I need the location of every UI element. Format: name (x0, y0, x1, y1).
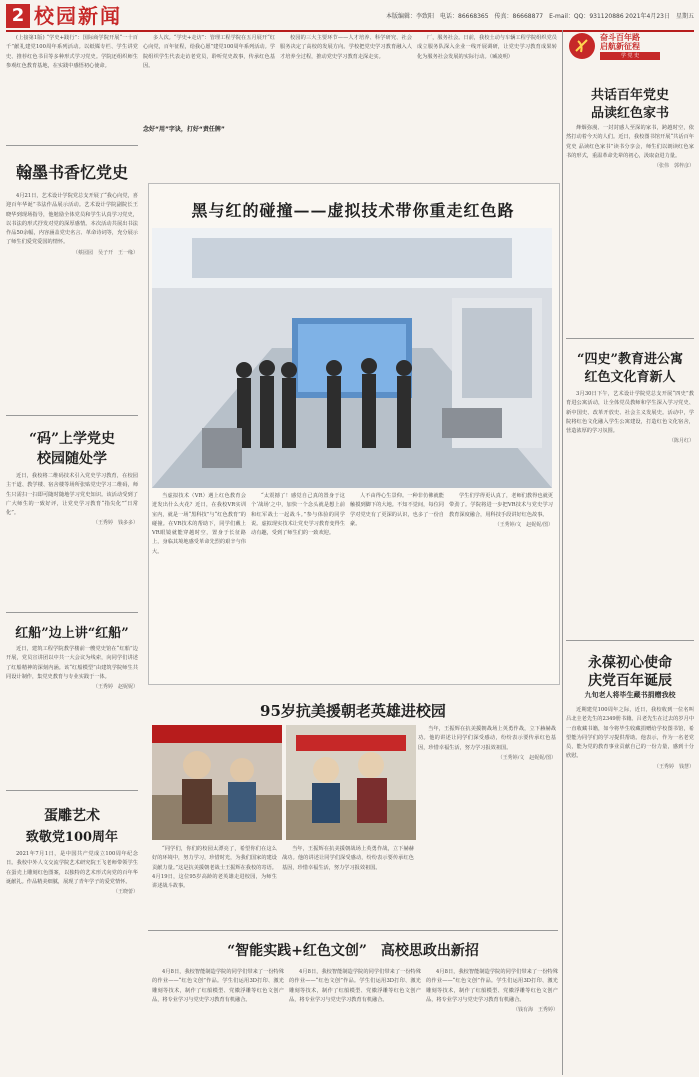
smart-text-3: 4月8日，我校智能制造学院的同学们带来了一份特殊的作业——“红色文创”作品。学生们运用3D打印、激光雕刻等技术，制作了红船模型、党徽浮雕等红色文创产品，将专业学习与党史学习教育有机融合。 （钱有海 王秀婷） (426, 969, 558, 1014)
headline-redboat: 红船”边上讲“红船” (15, 626, 129, 641)
vr-photo (152, 228, 552, 488)
headline-dorm-2: 红色文化育新人 (584, 370, 676, 385)
logo-line3: 学 党 史 (600, 52, 660, 60)
veteran-text-right: 当年，王振辉在抗美援朝战场上英勇作战，立下赫赫战功。他的讲述让同学们深受感动，纷纷表示要传承红色基因，珍惜幸福生活，努力学习报效祖国。 （王秀婷/文 赵妮妮/图） (418, 726, 556, 761)
subheadline-books: 九旬老人将毕生藏书捐赠我校 (584, 690, 676, 699)
headline-letters: 共话百年党史 (590, 88, 669, 103)
issue-date: 2021年4月23日 星期五 (625, 13, 694, 20)
section-title: 校园新闻 (34, 4, 122, 28)
headline-dorm: “四史”教育进公寓 (577, 352, 683, 367)
headline-eggcarving-2: 致敬党100周年 (25, 830, 119, 845)
headline-books-2: 庆党百年诞辰 (588, 673, 672, 689)
smart-text-1: 4月8日，我校智能制造学院的同学们带来了一份特殊的作业——“红色文创”作品。学生们运用3D打印、激光雕刻等技术，制作了红船模型、党徽浮雕等红色文创产品，将专业学习与党史学习教育有机融合。 (152, 969, 284, 1003)
headline-smart: “智能实践+红色文创” 高校思政出新招 (227, 943, 479, 959)
top-col-3: 校园的三大主要环节——人才培养、科学研究、社会服务决定了高校的发展方向。学校把党史学习教育融入人才培养全过程，推动党史学习教育走深走实。 (280, 35, 412, 60)
campaign-logo (568, 32, 692, 62)
logo-line2: 启航新征程 (600, 42, 640, 51)
top-col-2-tagline: 念好“用”字诀，打好“责任牌” (143, 126, 225, 133)
top-col-1: (上接第1版) “学史+践行”：国际商学院开展“一十百千”献礼建党100周年系列活动。以纸媒专栏、学生讲党史、推荐红色书目等多种形式学习党史。学院还组织师生参观红色教育基地，在实践中感悟初心使命。 (6, 35, 138, 69)
headline-eggcarving: 蛋雕艺术 (44, 808, 100, 824)
headline-veteran: 95岁抗美援朝老英雄进校园 (260, 702, 446, 720)
page-number: 2 (6, 4, 30, 28)
logo-line1: 奋斗百年路 (600, 33, 640, 42)
article-eggcarving: 2021年7月1日，是中国共产党成立100周年纪念日。我校中外人文交流学院艺术研究院王飞老师带领学生在蛋壳上雕刻红色图案，以独特的艺术形式向党的百年华诞献礼。作品精美细腻，展现了青年学子的爱党情怀。 （王晓蕾） (6, 851, 138, 896)
article-letters: 烽烟弥漫、一封封感人至深的家书，跨越时空，依然打动着今天的人们。近日，我校图书馆开展“共话百年党史 品读红色家书”读书分享会，师生们以朗读红色家书的形式，重温革命先辈的初心，汲取奋进力量。 （张伟 郭梓彦） (566, 125, 694, 170)
article-redboat: 近日，建筑工程学院教学楼前一艘党史馆在“红船”边开展，党员宣讲团以中共一大会议为线索，向同学们讲述了红船精神的深刻内涵。该“红船模型”由建筑学院师生共同设计制作，集党史教育与专业实践于一体。 （王秀婷 赵妮妮） (6, 646, 138, 691)
top-col-2: 多人次。“学史+走访”：管理工程学院在五月展开“红心向党，百年征程，给我心愿”建党100周年系列活动。学院组织学生代表走访老党员，聆听党史故事，传承红色基因。 (143, 35, 275, 69)
smart-text-2: 4月8日，我校智能制造学院的同学们带来了一份特殊的作业——“红色文创”作品。学生们运用3D打印、激光雕刻等技术，制作了红船模型、党徽浮雕等红色文创产品，将专业学习与党史学习教育有机融合。 (289, 969, 421, 1003)
veteran-text-1: “同学们，你们的校园太漂亮了，希望你们在这么好的环境中，努力学习，珍惜时光，为我们国家的建设贡献力量。”这是抗美援朝老战士王振辉在我校的寄语。4月19日，这位95岁高龄的老英雄走进校园，为师生讲述战斗故事。 (152, 846, 277, 890)
vr-text-4: 学生们学得更认真了，老师们教得也就更带劲了。学院将进一步把VR技术与党史学习教育深度融合，用科技手段讲好红色故事。 （王秀婷/文 赵妮妮/图） (449, 493, 553, 528)
headline-calligraphy: 翰墨书香忆党史 (15, 163, 128, 182)
vr-text-1: 当虚拟技术（VR）遇上红色教育会迸发出什么火花？近日，在我校VR实训室内，就是一场“黑科技”与“红色教育”的碰撞。在VR技术的帮助下，同学们戴上VR眼镜就能穿越时空，置身于长征路上，身临其境地感受革命先烈的艰辛与伟大。 (152, 493, 246, 555)
veteran-photo-2 (286, 725, 416, 840)
masthead (6, 4, 694, 32)
article-dorm: 3月30日下午，艺术设计学院党总支开展“四史”教育进公寓活动，让全体党员教师和学生深入学习党史、新中国史、改革开放史、社会主义发展史。活动中，学院将红色文化融入学生公寓建设，打造红色文化宿舍，营造浓厚的学习氛围。 （陈月红） (566, 391, 694, 445)
headline-books: 永葆初心使命 (588, 655, 672, 671)
vr-text-3: 人不由得心生景仰。一种非仿佛就能触摸到脚下的大地。不知不觉间，每位同学对党史有了更深的认识，也多了一份自豪。 (350, 493, 444, 527)
party-emblem-icon (568, 32, 596, 60)
article-calligraphy: 4月21日，艺术设计学院党总支开展了“我心向党，喜迎百年华诞”书法作品展示活动。艺术设计学院副院长王晓华到现场指导，他勉励全体党员和学生认真学习党史，以书法的形式抒发对党的深厚感情。本次活动共展出书法作品50余幅，内容涵盖党史名言、革命诗词等，充分展示了师生们爱党爱国的情怀。 （蔡园园 吴子开 王一缘） (6, 193, 138, 256)
headline-qrcode-2: 校园随处学 (37, 451, 107, 467)
veteran-photo-1 (152, 725, 282, 840)
headline-vr: 黑与红的碰撞——虚拟技术带你重走红色路 (191, 201, 515, 220)
editor-info: 本版编辑：李致阳 电话：86668365 传真：86668877 E-mail：QQ：931120886 (386, 13, 624, 20)
article-qrcode: 近日，我校将二维码技术引入党史学习教育，在校园主干道、教学楼、宿舍楼等场所张贴党史学习二维码，师生只需扫一扫即可随时随地学习党史知识。该活动受到了广大师生的一致好评，让党史学习教育“指尖化”“日常化”。 （王秀婷 钱多多） (6, 473, 138, 527)
article-books: 近期建党100周年之际，近日，我校收到一位名叫吕北圭老先生的2349册书籍。吕老先生在过去的岁月中一直收藏书籍，如今将毕生收藏捐赠给学校图书馆，希望能为同学们的学习提供帮助。他表示，作为一名老党员，能为党的教育事业贡献自己的一份力量，感到十分欣慰。 （王秀婷 钱慧） (566, 707, 694, 770)
headline-letters-2: 品读红色家书 (590, 106, 669, 121)
vr-text-2: “太震撼了！感觉自己真的置身于这个‘战场’之中，加快一个念头就是想上前和红军战士一起战斗。”参与体验的同学说。虚拟现实技术让党史学习教育变得生动有趣，受到了师生们的一致欢迎。 (251, 493, 345, 537)
headline-qrcode: “码”上学党史 (28, 431, 116, 447)
top-col-4: 厂，服务社会。日前，我校土动与车辆工程学院组织党员成立服务队深入企业一线开展调研，让党史学习教育成果转化为服务社会发展的实际行动。（臧凌明） (417, 35, 557, 60)
veteran-text-2: 当年，王振辉在抗美援朝战场上英勇作战，立下赫赫战功。他的讲述让同学们深受感动，纷纷表示要传承红色基因，珍惜幸福生活，努力学习报效祖国。 (282, 846, 414, 871)
